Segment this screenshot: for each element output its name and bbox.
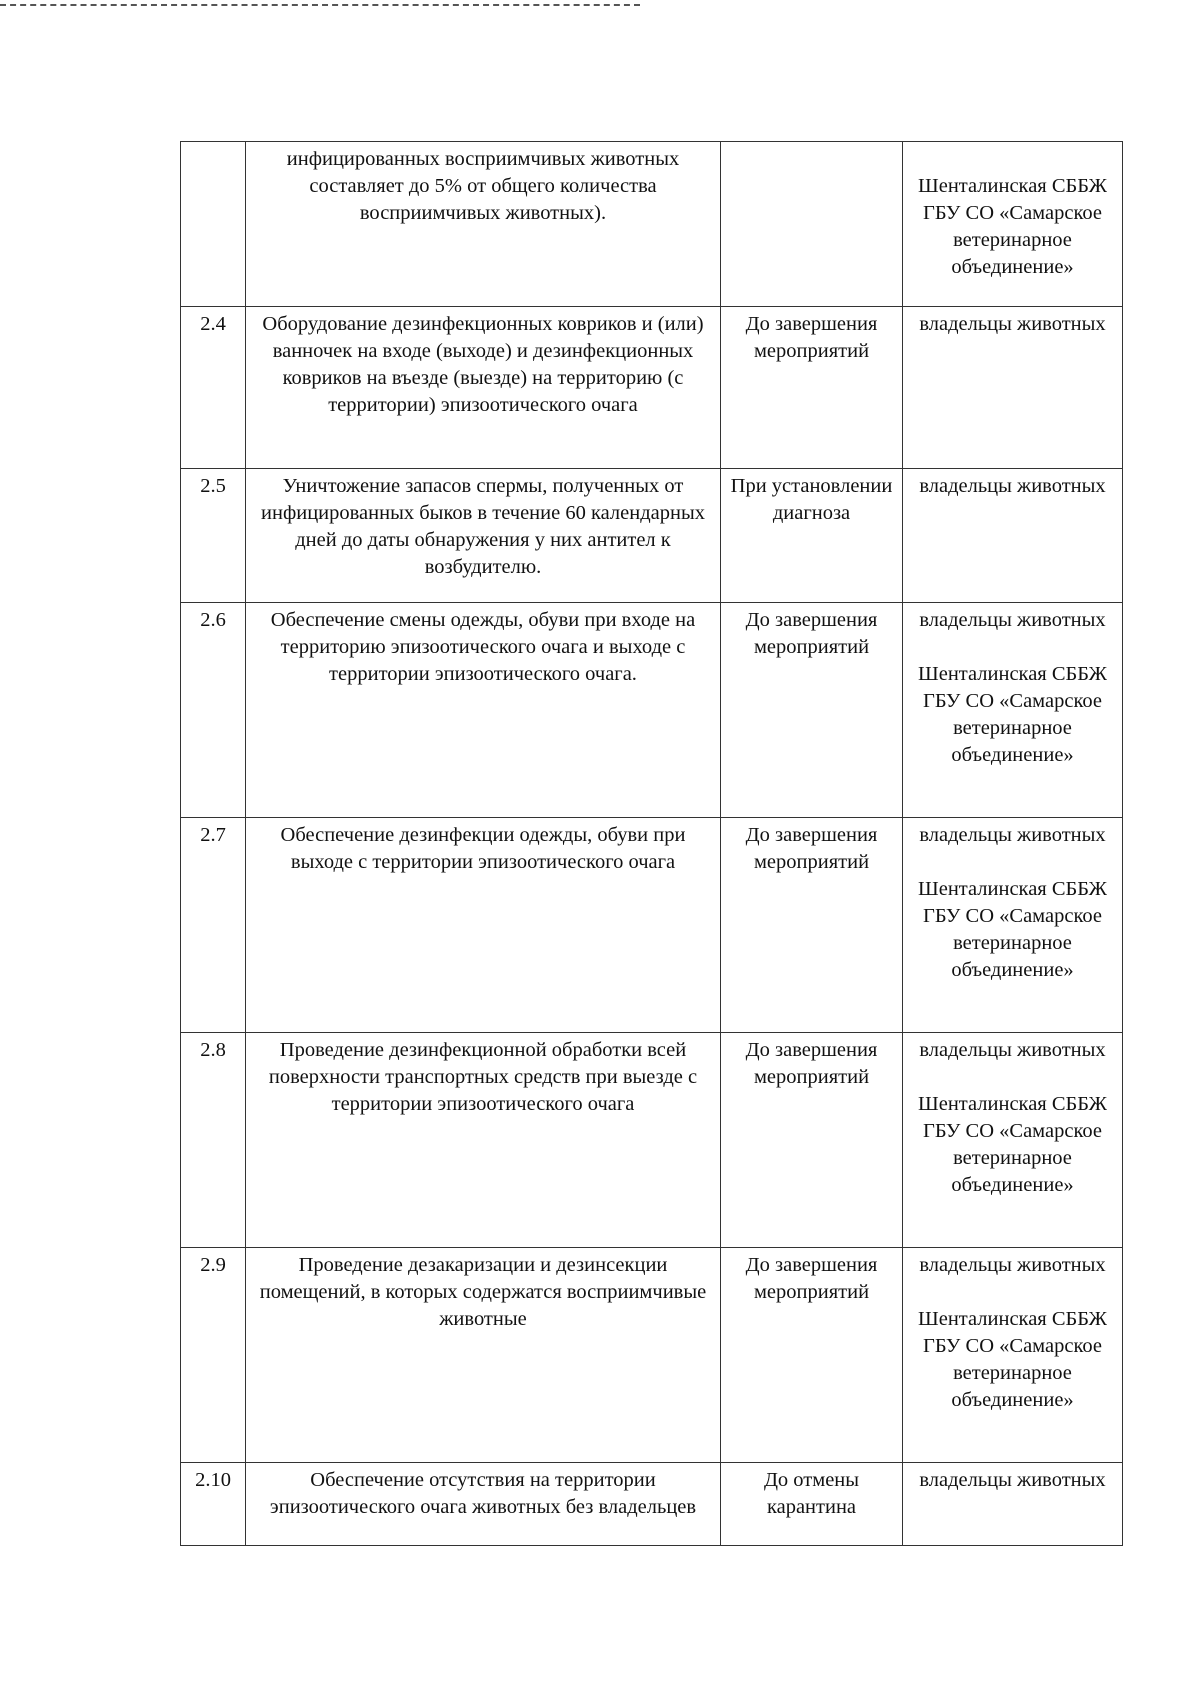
responsible-owners: владельцы животных: [919, 475, 1106, 497]
table-row: [181, 1463, 1123, 1546]
row-deadline: До завершения мероприятий: [721, 818, 903, 1033]
table-row: [181, 603, 1123, 818]
table-row: [181, 307, 1123, 469]
table-row: [181, 469, 1123, 603]
row-action: Обеспечение дезинфекции одежды, обуви при выходе с территории эпизоотического очага: [246, 818, 721, 1033]
responsible-organization: Шенталинская СББЖ ГБУ СО «Самарское ветеринарное объединение»: [918, 175, 1107, 278]
row-responsible: [903, 1463, 1123, 1546]
row-responsible: [903, 818, 1123, 1033]
row-deadline: До отмены карантина: [721, 1463, 903, 1546]
row-action: Уничтожение запасов спермы, полученных от инфицированных быков в течение 60 календарных дней до даты обнаружения у них антител к возбудителю.: [246, 469, 721, 603]
row-number: 2.10: [181, 1463, 246, 1546]
row-action: Обеспечение смены одежды, обуви при входе на территорию эпизоотического очага и выходе с территории эпизоотического очага.: [246, 603, 721, 818]
row-number: 2.7: [181, 818, 246, 1033]
row-number: 2.6: [181, 603, 246, 818]
responsible-organization: Шенталинская СББЖ ГБУ СО «Самарское ветеринарное объединение»: [918, 878, 1107, 981]
row-number: 2.5: [181, 469, 246, 603]
row-deadline: [721, 142, 903, 307]
row-responsible: [903, 603, 1123, 818]
row-deadline: До завершения мероприятий: [721, 603, 903, 818]
table-row: [181, 142, 1123, 307]
row-deadline: До завершения мероприятий: [721, 1248, 903, 1463]
row-responsible: [903, 1248, 1123, 1463]
row-number: [181, 142, 246, 307]
row-deadline: До завершения мероприятий: [721, 307, 903, 469]
row-action: инфицированных восприимчивых животных составляет до 5% от общего количества восприимчивых животных).: [246, 142, 721, 307]
responsible-organization: Шенталинская СББЖ ГБУ СО «Самарское ветеринарное объединение»: [918, 663, 1107, 766]
responsible-owners: владельцы животных: [919, 1254, 1106, 1276]
responsible-owners: владельцы животных: [919, 1469, 1106, 1491]
row-deadline: До завершения мероприятий: [721, 1033, 903, 1248]
row-number: 2.9: [181, 1248, 246, 1463]
row-responsible: [903, 307, 1123, 469]
responsible-owners: владельцы животных: [919, 609, 1106, 631]
row-action: Проведение дезинфекционной обработки всей поверхности транспортных средств при выезде с территории эпизоотического очага: [246, 1033, 721, 1248]
responsible-organization: Шенталинская СББЖ ГБУ СО «Самарское ветеринарное объединение»: [918, 1093, 1107, 1196]
responsible-owners: владельцы животных: [919, 824, 1106, 846]
row-action: Проведение дезакаризации и дезинсекции помещений, в которых содержатся восприимчивые животные: [246, 1248, 721, 1463]
row-number: 2.8: [181, 1033, 246, 1248]
table-row: [181, 1033, 1123, 1248]
responsible-owners: владельцы животных: [919, 1039, 1106, 1061]
table-row: [181, 1248, 1123, 1463]
row-action: Оборудование дезинфекционных ковриков и (или) ванночек на входе (выходе) и дезинфекционных ковриков на въезде (выезде) на территорию (с территории) эпизоотического очага: [246, 307, 721, 469]
measures-table: [180, 141, 1123, 1546]
row-action: Обеспечение отсутствия на территории эпизоотического очага животных без владельцев: [246, 1463, 721, 1546]
row-number: 2.4: [181, 307, 246, 469]
responsible-organization: Шенталинская СББЖ ГБУ СО «Самарское ветеринарное объединение»: [918, 1308, 1107, 1411]
responsible-owners: владельцы животных: [919, 313, 1106, 335]
row-responsible: [903, 1033, 1123, 1248]
top-dashed-cut-line: [0, 4, 640, 8]
row-deadline: При установлении диагноза: [721, 469, 903, 603]
row-responsible: [903, 469, 1123, 603]
table-row: [181, 818, 1123, 1033]
row-responsible: [903, 142, 1123, 307]
